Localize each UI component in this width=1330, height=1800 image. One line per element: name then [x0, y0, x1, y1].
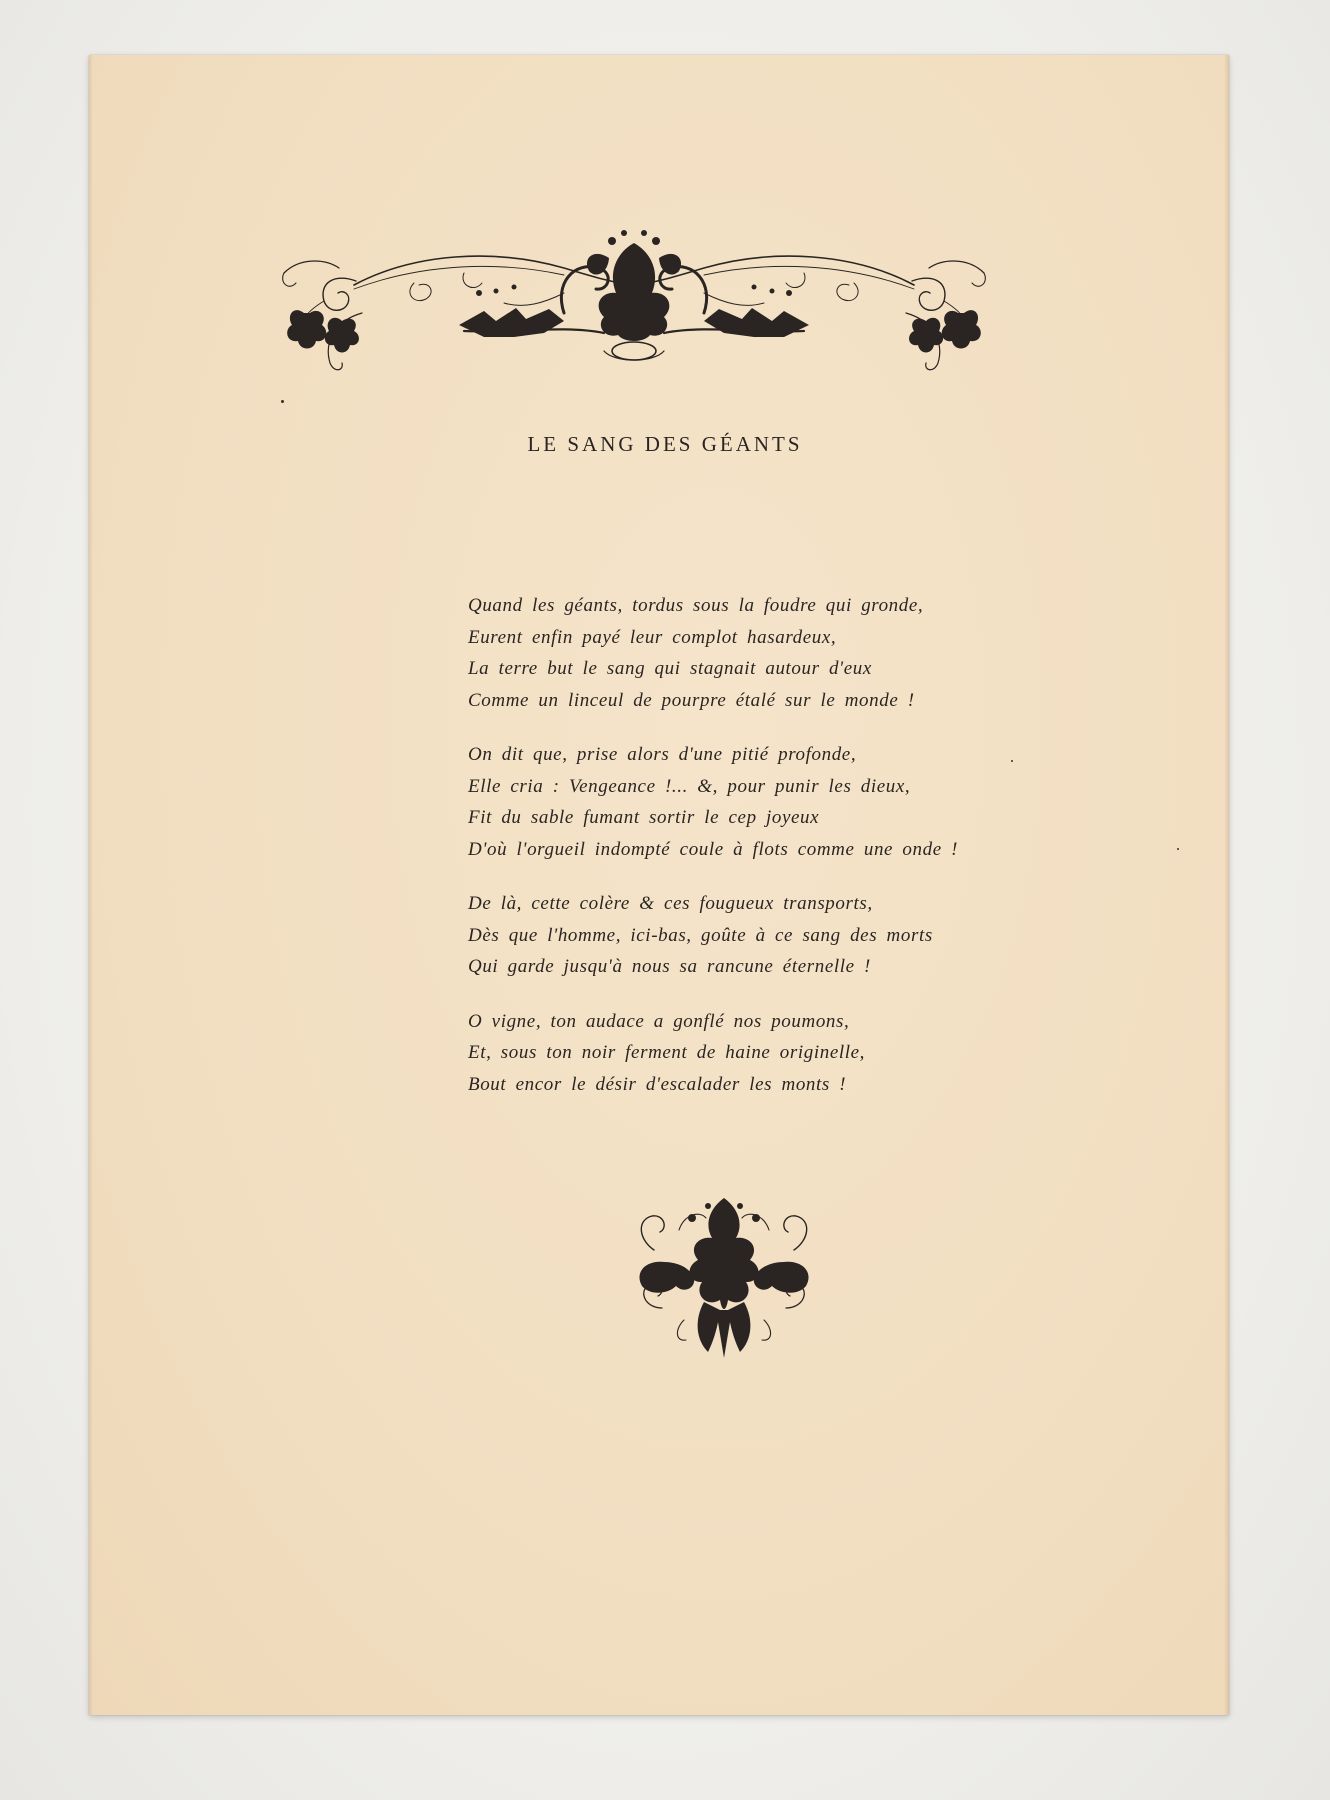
- verse-line: Dès que l'homme, ici-bas, goûte à ce sang des morts: [468, 924, 933, 946]
- stanza: [468, 888, 1028, 983]
- ink-speck: [1177, 848, 1179, 850]
- floral-headpiece-ornament: [264, 213, 1004, 388]
- ink-speck: [281, 400, 284, 403]
- acanthus-tailpiece-ornament: [624, 1190, 824, 1360]
- verse-line: Comme un linceul de pourpre étalé sur le monde !: [468, 689, 915, 711]
- sheet-edge-right: [1224, 55, 1229, 1715]
- stanza: [468, 590, 1028, 716]
- sheet-edge-left: [89, 55, 93, 1715]
- poem-title: LE SANG DES GÉANTS: [527, 432, 803, 456]
- verse-line: De là, cette colère & ces fougueux transports,: [468, 893, 873, 914]
- verse-line: D'où l'orgueil indompté coule à flots comme une onde !: [468, 838, 959, 860]
- verse-line: Elle cria : Vengeance !... &, pour punir les dieux,: [468, 775, 911, 797]
- verse-line: Quand les géants, tordus sous la foudre qui gronde,: [468, 595, 924, 616]
- verse-line: Fit du sable fumant sortir le cep joyeux: [468, 807, 820, 828]
- verse-line: Et, sous ton noir ferment de haine originelle,: [468, 1042, 866, 1063]
- verse-line: Qui garde jusqu'à nous sa rancune éternelle !: [468, 956, 871, 977]
- verse-line: O vigne, ton audace a gonflé nos poumons,: [468, 1010, 850, 1032]
- poem-body: [468, 590, 1028, 1123]
- verse-line: Bout encor le désir d'escalader les monts !: [468, 1073, 847, 1095]
- stanza: [468, 739, 1028, 865]
- verse-line: Eurent enfin payé leur complot hasardeux,: [468, 626, 837, 648]
- verse-line: On dit que, prise alors d'une pitié profonde,: [468, 744, 857, 765]
- stanza: [468, 1006, 1028, 1101]
- verse-line: La terre but le sang qui stagnait autour d'eux: [468, 658, 872, 679]
